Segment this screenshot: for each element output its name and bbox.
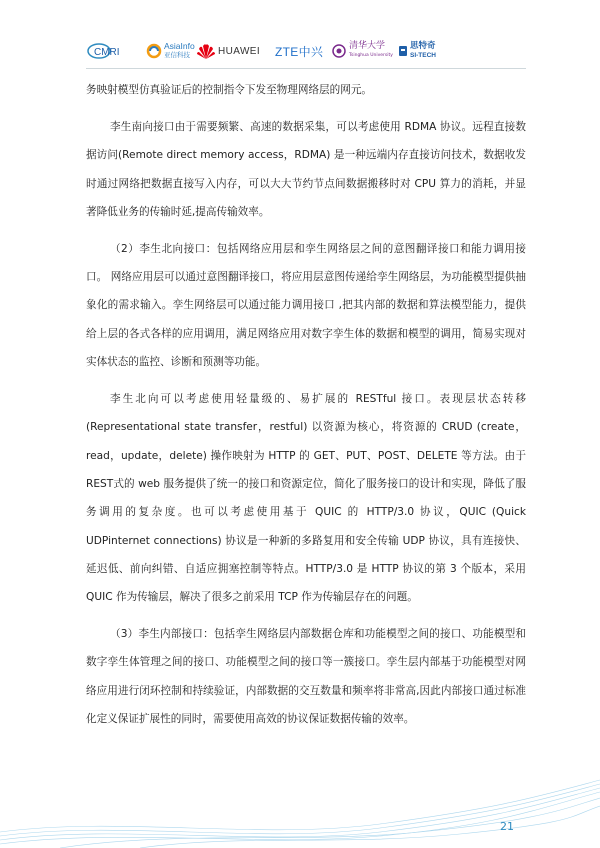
cmri-logo-text: CMRI (94, 47, 120, 58)
paragraph-2 (86, 113, 526, 226)
cmri-logo (86, 40, 144, 62)
text-line: 数据访问(Remote direct memory access，RDMA) 是一种远端内存直接访问技术，数据 (86, 120, 526, 162)
asiainfo-logo-subtext: 亚信科技 (164, 51, 190, 59)
paragraph-5 (86, 620, 526, 733)
tsinghua-logo (332, 40, 393, 62)
huawei-logo-text: HUAWEI (218, 45, 261, 57)
text-line: QUIC 作为传输层，解决了很多之前采用 TCP 作为传输层存在的问题。 (86, 591, 418, 604)
document-body (86, 76, 526, 733)
asiainfo-logo-mark (146, 43, 162, 59)
text-line: 务映射模型仿真验证后的控制指令下发至物理网络层的网元。 (86, 84, 373, 96)
zte-logo (275, 40, 323, 62)
text-line: 李生南向接口由于需要频繁、高速的数据采集，可以考虑使用 RDMA 协议。远程直接 (110, 120, 516, 133)
page-header (0, 0, 600, 72)
tsinghua-logo-text: 清华大学 (349, 41, 386, 51)
sitech-logo-text: 思特奇 (410, 41, 436, 51)
text-line: internet connections) 协议是一种新的多路复用和安全传输 UDP 协议，具有连接快、延 (86, 534, 526, 575)
text-line: 李生北向可以考虑使用轻量级的、易扩展的 RESTful 接口。表现层状态转移 (110, 393, 526, 406)
text-line: 和数字孪生体管理之间的接口、功能模型之间的接口等一簇接口。孪生层内部基于功能模型 (86, 628, 526, 669)
cmri-logo-mark (86, 40, 144, 62)
paragraph-1 (86, 76, 526, 104)
text-line: 调用的复杂度。也可以考虑使用基于 QUIC 的 HTTP/3.0 协议，QUIC (Quick UDP (86, 506, 527, 547)
paragraph-3 (86, 235, 526, 376)
text-line: update，delete) 操作映射为 HTTP 的 GET、PUT、POST、DELETE 等方法。由于 REST (86, 449, 526, 490)
text-line: (Representational state transfer，restful) 以资源为核心，将资源的 CRUD (create，read， (86, 421, 526, 462)
huawei-flower-icon (196, 42, 216, 60)
text-line: 并显著降低业务的传输时延,提高传输效率。 (86, 177, 527, 218)
page-number: 21 (500, 820, 514, 833)
sitech-logo-subtext: SI-TECH (410, 52, 436, 59)
text-line: 迟低、前向纠错、自适应拥塞控制等特点。HTTP/3.0 是 HTTP 协议的第 3 个版本，采用 (96, 562, 527, 575)
text-line: 供抽象化的需求输入。孪生网络层可以通过能力调用接口 ,把其内部的数据和算法模型能力， (86, 271, 526, 312)
text-line: 提供给上层的各式各样的应用调用，满足网络应用对数字孪生体的数据和模型的调用，简易 (86, 299, 526, 340)
text-line: 通过标准化定义保证扩展性的同时，需要使用高效的协议保证数据传输的效率。 (86, 684, 526, 725)
text-line: （3）李生内部接口：包括孪生网络层内部数据仓库和功能模型之间的接口、功能模型 (110, 628, 516, 641)
zte-logo-text: ZTE中兴 (275, 44, 324, 59)
header-divider (86, 68, 526, 69)
paragraph-4 (86, 385, 526, 611)
text-line: 实现对实体状态的监控、诊断和预测等功能。 (86, 327, 527, 369)
text-line: （2）李生北向接口：包括网络应用层和孪生网络层之间的意图翻译接口和能力调用接 (110, 242, 526, 255)
tsinghua-emblem-icon (332, 44, 346, 58)
huawei-logo (196, 40, 260, 62)
sitech-logo-mark (398, 44, 408, 58)
text-line: 口。 网络应用层可以通过意图翻译接口，将应用层意图传递给孪生网络层，为功能模型提 (86, 271, 505, 284)
text-line: 式的 web 服务提供了统一的接口和资源定位，简化了服务接口的设计和实现，降低了服务 (86, 477, 526, 519)
text-line: 收发时通过网络把数据直接写入内存，可以大大节约节点间数据搬移时对 CPU 算力的消耗， (86, 149, 527, 190)
asiainfo-logo (146, 40, 195, 62)
tsinghua-logo-subtext: Tsinghua University (349, 53, 393, 58)
asiainfo-logo-text: AsiaInfo (164, 41, 195, 51)
text-line: 对网络应用进行闭环控制和持续验证，内部数据的交互数量和频率将非常高,因此内部接口 (86, 656, 527, 697)
sitech-logo (398, 40, 436, 62)
